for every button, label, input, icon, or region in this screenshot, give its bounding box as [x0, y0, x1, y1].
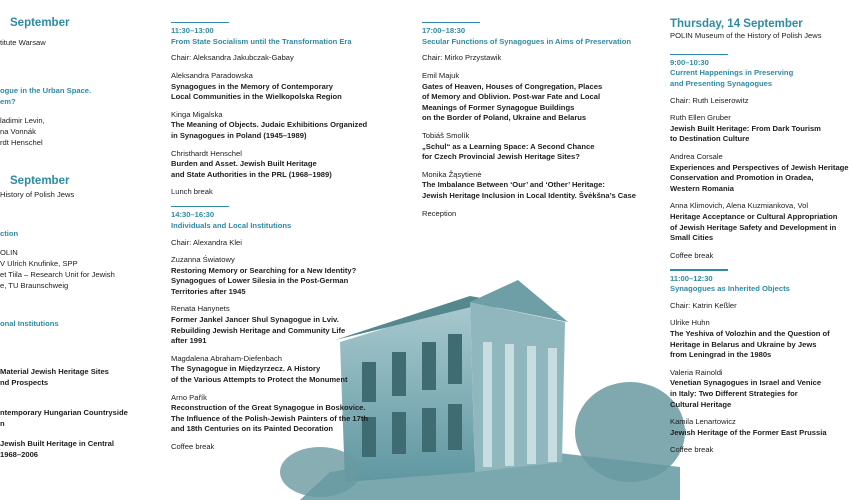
talk-title: Synagogues in the Memory of Contemporary Local Communities in the Wielkopolska Region — [171, 81, 342, 102]
talk-title: Heritage Acceptance or Cultural Appropriation of Jewish Heritage Safety and Development in Small Cities — [670, 212, 838, 243]
venue: POLIN Museum of the History of Polish Jews — [670, 31, 822, 40]
talk-title: 1968–2006 — [0, 450, 39, 459]
talk-title: nd Prospects — [0, 378, 49, 387]
chair: Chair: Ruth Leiserowitz — [670, 95, 749, 105]
talk-title: Jewish Built Heritage: From Dark Tourism to Destination Culture — [670, 123, 821, 144]
list-item: e, TU Braunschweig — [0, 281, 69, 290]
talk-title: Jewish Built Heritage in Central — [0, 439, 114, 448]
speaker: Kinga Migalska — [171, 109, 223, 119]
reception: Reception — [422, 208, 457, 218]
speaker: Tobiáš Smolík — [422, 131, 470, 141]
list-item: OLIN — [0, 248, 18, 257]
session-title: ogue in the Urban Space. — [0, 86, 92, 95]
speaker: Ruth Ellen Gruber — [670, 113, 731, 123]
break: Coffee break — [670, 445, 714, 455]
talk-title: The Synagogue in Międzyrzecz. A History of the Various Attempts to Protect the Monument — [171, 364, 348, 385]
time-slot: 11:30–13:00 — [171, 26, 214, 36]
speaker: Anna Klimovich, Alena Kuzmiankova, Vol — [670, 201, 809, 211]
speaker: Valeria Rainoldi — [670, 367, 723, 377]
day-heading: September — [10, 17, 70, 29]
list-item: V Ulrich Knufinke, SPP — [0, 259, 78, 268]
speaker: Renata Hanynets — [171, 304, 230, 314]
session-title: Individuals and Local Institutions — [171, 220, 292, 230]
speaker: Kamila Lenartowicz — [670, 417, 736, 427]
talk-title: Jewish Heritage of the Former East Prussia — [670, 427, 827, 437]
speaker: Zuzanna Światowy — [171, 255, 235, 265]
session-title: Secular Functions of Synagogues in Aims of Preservation — [422, 36, 632, 46]
chair: Chair: Alexandra Klei — [171, 237, 242, 247]
column-session-b — [171, 22, 386, 461]
divider — [171, 22, 229, 23]
day-heading: September — [10, 175, 70, 187]
talk-title: Material Jewish Heritage Sites — [0, 367, 109, 376]
venue: titute Warsaw — [0, 38, 46, 47]
divider — [171, 206, 229, 207]
talk-title: Venetian Synagogues in Israel and Venice in Italy: Two Different Strategies for Cultural Heritage — [670, 378, 822, 409]
speaker: Ulrike Huhn — [670, 318, 710, 328]
chair: Chair: Katrin Keßler — [670, 300, 737, 310]
speaker: Arno Pařík — [171, 392, 207, 402]
divider — [422, 22, 480, 23]
break: Coffee break — [171, 442, 215, 451]
talk-title: Gates of Heaven, Houses of Congregation, Places of Memory and Oblivion. Post-war Fate and Local Meanings of Former Synagogue Buildings on the Border of Poland, Ukraine and Belarus — [422, 81, 603, 123]
talk-title: Burden and Asset. Jewish Built Heritage and State Authorities in the PRL (1968–1989) — [171, 159, 332, 179]
session-title: From State Socialism until the Transformation Era — [171, 36, 352, 46]
time-slot: 14:30–16:30 — [171, 210, 215, 220]
talk-title: „Schul“ as a Learning Space: A Second Chance for Czech Provincial Jewish Heritage Sites? — [422, 141, 595, 162]
session-title: ction — [0, 229, 19, 238]
speaker: Monika Žąsytienė — [422, 169, 482, 179]
speaker: Magdalena Abraham-Diefenbach — [171, 353, 283, 363]
time-slot: 17:00–18:30 — [422, 26, 466, 36]
speaker: ladimir Levin, — [0, 116, 45, 125]
speaker: Emil Majuk — [422, 71, 460, 81]
time-slot: 11:00–12:30 — [670, 273, 713, 283]
session-title: Synagogues as Inherited Objects — [670, 284, 790, 294]
speaker: Aleksandra Paradowska — [171, 71, 253, 81]
talk-title: Former Jankel Jancer Shul Synagogue in Lviv. Rebuilding Jewish Heritage and Community Life after 1991 — [171, 315, 346, 346]
list-item: et Tiila – Research Unit for Jewish — [0, 270, 115, 279]
chair: Chair: Aleksandra Jakubczak-Gabay — [171, 53, 294, 63]
talk-title: The Imbalance Between ‘Our’ and ‘Other’ Heritage: Jewish Heritage Inclusion in Local Identity. Švėkšna’s Case — [422, 180, 636, 201]
talk-title: n — [0, 419, 5, 428]
chair: Chair: Mirko Przystawik — [422, 53, 502, 63]
session-title: Current Happenings in Preserving and Presenting Synagogues — [670, 68, 794, 89]
divider — [670, 269, 728, 270]
speaker: na Vonnák — [0, 127, 36, 136]
venue: History of Polish Jews — [0, 190, 75, 199]
talk-title: The Meaning of Objects. Judaic Exhibitions Organized in Synagogues in Poland (1945–1989) — [171, 120, 368, 141]
break: Lunch break — [171, 187, 213, 197]
time-slot: 9:00–10:30 — [670, 57, 709, 67]
speaker: rdt Henschel — [0, 138, 43, 147]
speaker: Christhardt Henschel — [171, 148, 242, 158]
session-title: onal Institutions — [0, 319, 59, 328]
column-session-c — [422, 22, 637, 227]
session-title: em? — [0, 97, 16, 106]
speaker: Andrea Corsale — [670, 152, 723, 162]
day-heading: Thursday, 14 September — [670, 18, 803, 30]
talk-title: Experiences and Perspectives of Jewish Heritage Conservation and Promotion in Oradea, Western Romania — [670, 162, 849, 193]
break: Coffee break — [670, 250, 714, 260]
talk-title: Reconstruction of the Great Synagogue in Boskovice. The Influence of the Polish-Jewish Painters of the 17th and 18th Centuries on its Painted Decoration — [171, 403, 369, 434]
divider — [670, 54, 728, 55]
column-thursday — [670, 18, 849, 464]
talk-title: The Yeshiva of Volozhin and the Question of Heritage in Belarus and Ukraine by Jews from Leningrad in the 1980s — [670, 329, 830, 360]
talk-title: ntemporary Hungarian Countryside — [0, 408, 128, 417]
talk-title: Restoring Memory or Searching for a New Identity? Synagogues of Lower Silesia in the Post-German Territories after 1945 — [171, 265, 357, 296]
